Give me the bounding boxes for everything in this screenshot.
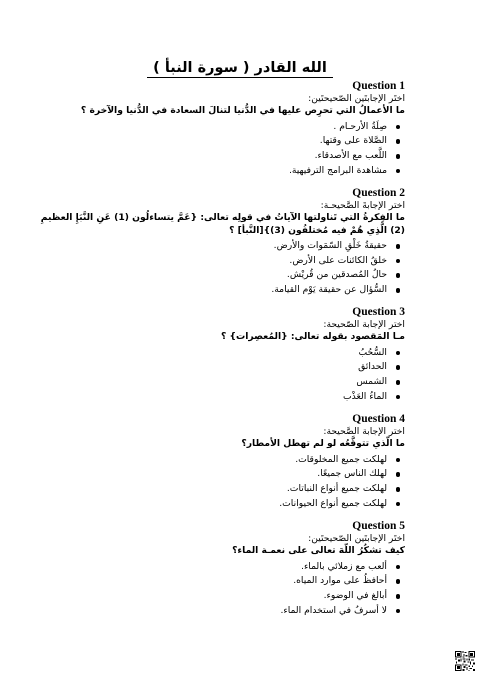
question-instruction: اختَر الإجابتَين الصّحيحتَين: (308, 533, 405, 544)
option-item[interactable]: أبالغ في الوضوء. (75, 589, 387, 604)
question-stem: كيف تشكُرُ اللّهَ تعالى على نعمـة الماء؟ (232, 545, 405, 557)
option-item[interactable]: الحدائق (75, 360, 387, 375)
page-title-text: الله القادر ( سورة النبأ ) (147, 60, 333, 78)
question-stem: ما الفِكرةُ التي تَناولتها الآياتُ في قولِه تعالى: {عَمَّ يتساءلُون (1) عَنِ النَّبَإِ العظيمِ (2) الَّذِي هُمْ فيه مُختلفُون (3)}[النَّبأ] ؟ (40, 212, 405, 236)
option-item[interactable]: لهلكت جميع أنواع النباتات. (75, 482, 387, 497)
question-2 (35, 187, 405, 298)
option-item[interactable]: اللَّعب مع الأصدقاء. (75, 149, 387, 164)
options-list (75, 560, 405, 618)
question-stem: ما الّذي تتوقَّعُه لو لم تهطل الأمطار؟ (241, 438, 405, 450)
qr-code-icon (455, 651, 475, 671)
option-item[interactable]: الشمس (75, 375, 387, 390)
question-heading: Question 1 (352, 80, 405, 92)
question-instruction: اختر الإجابة الصَّحيحة: (323, 426, 405, 437)
options-list (75, 453, 405, 511)
option-item[interactable]: لهلك الناس جميعًا. (75, 467, 387, 482)
option-item[interactable]: أحافظُ على موارد المياه. (75, 574, 387, 589)
option-item[interactable]: حالُ المُصدقين من قُريْش. (35, 268, 387, 283)
option-item[interactable]: الماءُ العَذْب (75, 390, 387, 405)
question-instruction: اختر الإجابة الصّحيحة: (323, 319, 405, 330)
option-item[interactable]: صِلَةُ الأرحـام . (75, 120, 387, 135)
options-list (75, 120, 405, 178)
question-3 (75, 306, 405, 404)
option-item[interactable]: خلقُ الكائنات على الأرض. (35, 254, 387, 269)
question-heading: Question 2 (352, 187, 405, 199)
option-item[interactable]: مشاهدة البرامج الترفيهية. (75, 164, 387, 179)
question-instruction: اختر الإجابةَ الصَّحيحـة: (320, 200, 405, 211)
option-item[interactable]: السُّحُبُ (75, 346, 387, 361)
question-stem: ما الأعمالُ التي تحرِص عليها في الدُّنيا لتنالَ السعادة في الدُّنيا والآخرة ؟ (80, 105, 405, 117)
option-item[interactable]: حقيقةُ خَلْقِ السّمَوات والأرض. (35, 239, 387, 254)
option-item[interactable]: الصَّلاة على وقتها. (75, 134, 387, 149)
question-instruction: اختَر الإجابتَين الصّحيحتَين: (308, 93, 405, 104)
question-heading: Question 5 (352, 520, 405, 532)
question-heading: Question 3 (352, 306, 405, 318)
question-5 (75, 520, 405, 618)
option-item[interactable]: لهلكت جميع أنواع الحيوانات. (75, 497, 387, 512)
option-item[interactable]: لا أسرفُ في استخدام الماء. (75, 604, 387, 619)
options-list (75, 346, 405, 404)
option-item[interactable]: لهلكت جميع المخلوقات. (75, 453, 387, 468)
option-item[interactable]: السُّؤال عن حقيقة يَوْم القيامة. (35, 283, 387, 298)
question-1 (75, 80, 405, 178)
question-heading: Question 4 (352, 413, 405, 425)
option-item[interactable]: ألعب مع زملائي بالماء. (75, 560, 387, 575)
question-4 (75, 413, 405, 511)
page-title (0, 60, 480, 76)
options-list (35, 239, 405, 297)
question-stem: مـا المَقصود بقوله تعالى: {المُعصِرات} ؟ (220, 331, 405, 343)
